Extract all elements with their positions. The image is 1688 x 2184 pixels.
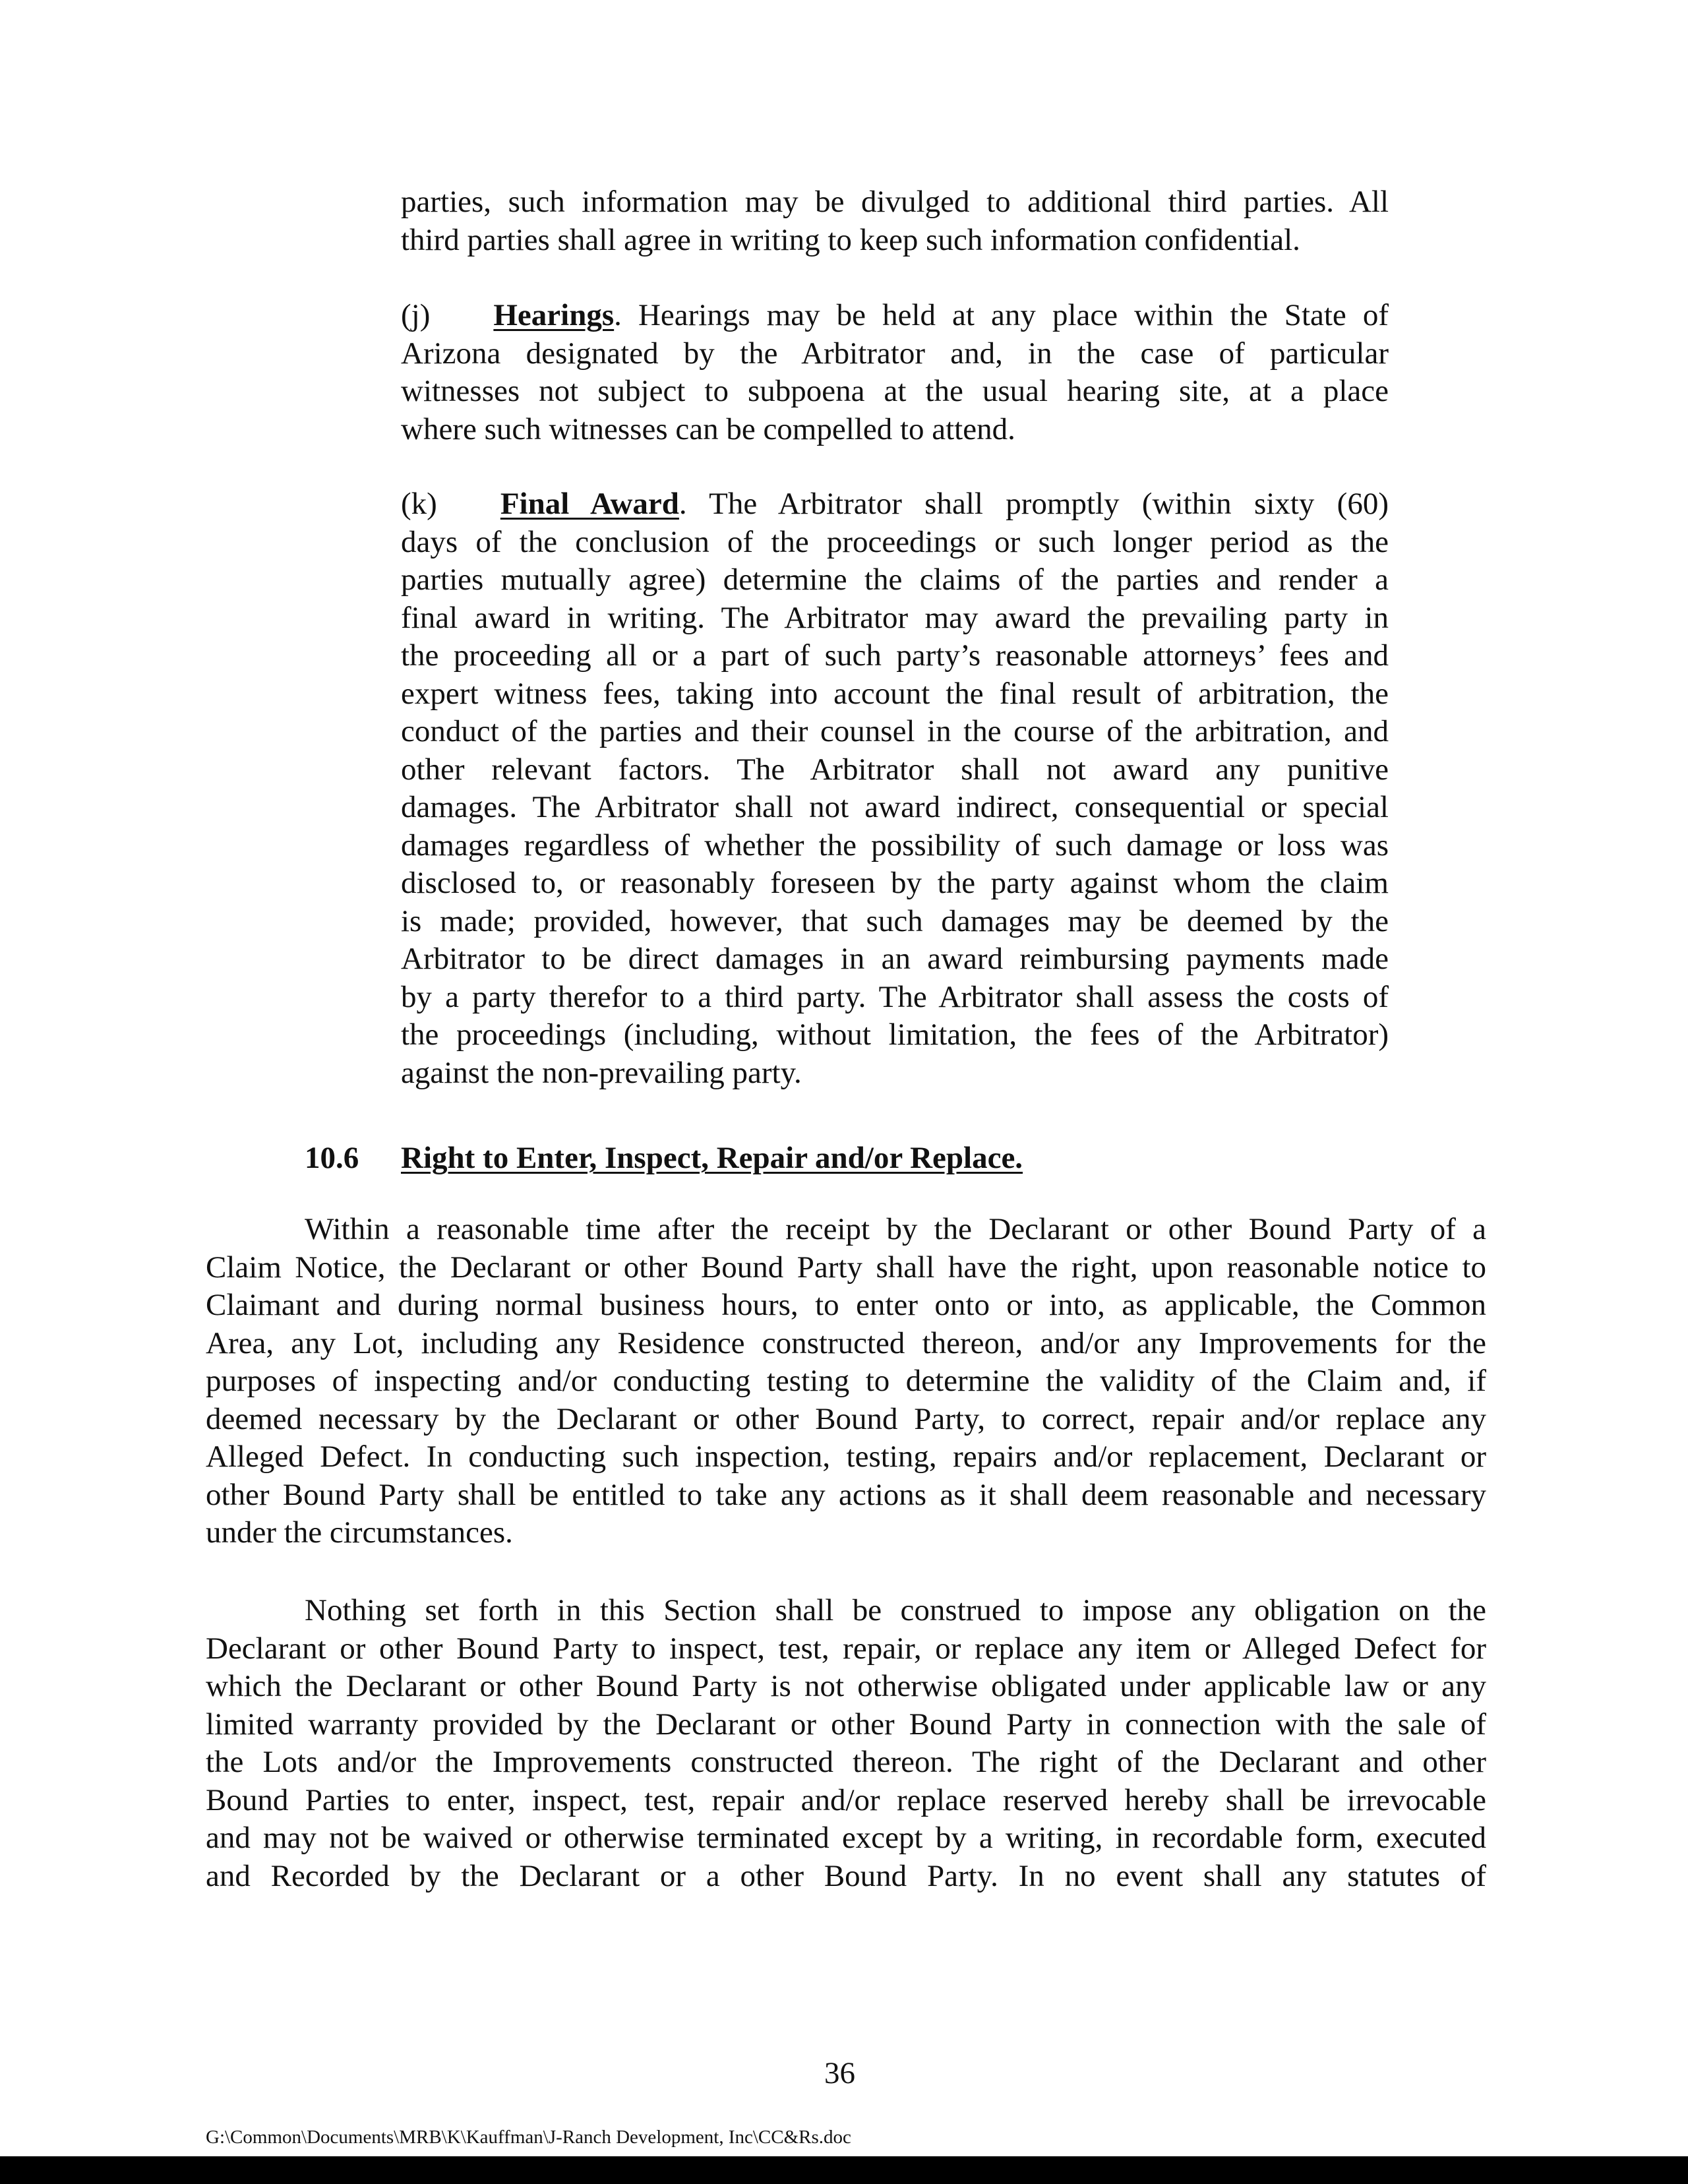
text-line: the proceeding all or a part of such party’s reasonable attorneys’ fees and	[401, 638, 1389, 673]
text-line: deemed necessary by the Declarant or other Bound Party, to correct, repair and/or replace any	[206, 1401, 1486, 1436]
subsection-heading: Hearings	[493, 298, 615, 332]
text-line: the proceedings (including, without limitation, the fees of the Arbitrator)	[401, 1017, 1389, 1052]
text-line: the Lots and/or the Improvements constructed thereon. The right of the Declarant and other	[206, 1745, 1486, 1779]
text-line: parties mutually agree) determine the claims of the parties and render a	[401, 562, 1389, 597]
text-line: Claimant and during normal business hours, to enter onto or into, as applicable, the Common	[206, 1288, 1486, 1322]
text-line: third parties shall agree in writing to keep such information confidential.	[401, 222, 1300, 257]
text-line: is made; provided, however, that such damages may be deemed by the	[401, 903, 1389, 938]
section-title: Right to Enter, Inspect, Repair and/or Replace.	[401, 1141, 1023, 1175]
text-line: purposes of inspecting and/or conducting testing to determine the validity of the Claim and, if	[206, 1364, 1486, 1398]
text-line: damages. The Arbitrator shall not award indirect, consequential or special	[401, 790, 1389, 824]
text-line: Nothing set forth in this Section shall be construed to impose any obligation on the	[305, 1593, 1486, 1627]
text-line: limited warranty provided by the Declarant or other Bound Party in connection with the sale of	[206, 1707, 1486, 1742]
text-line: conduct of the parties and their counsel in the course of the arbitration, and	[401, 714, 1389, 748]
text-line: and Recorded by the Declarant or a other Bound Party. In no event shall any statutes of	[206, 1858, 1486, 1893]
text-line: Claim Notice, the Declarant or other Bound Party shall have the right, upon reasonable notice to	[206, 1250, 1486, 1285]
subsection-heading: Final Award	[500, 487, 679, 521]
text-line: Bound Parties to enter, inspect, test, repair and/or replace reserved hereby shall be irrevocable	[206, 1782, 1486, 1817]
text-line: other relevant factors. The Arbitrator shall not award any punitive	[401, 752, 1389, 787]
text-line: where such witnesses can be compelled to attend.	[401, 411, 1015, 446]
text-run: . The Arbitrator shall promptly (within sixty (60)	[678, 487, 1389, 521]
section-number: 10.6	[305, 1141, 359, 1175]
subsection-label: (j)	[401, 298, 431, 332]
text-run: . Hearings may be held at any place within the State of	[614, 298, 1389, 332]
text-line: disclosed to, or reasonably foreseen by the party against whom the claim	[401, 866, 1389, 900]
scan-bottom-edge	[0, 2156, 1688, 2184]
text-line: expert witness fees, taking into account the final result of arbitration, the	[401, 676, 1389, 711]
text-line: by a party therefor to a third party. The Arbitrator shall assess the costs of	[401, 979, 1389, 1014]
text-line: and may not be waived or otherwise terminated except by a writing, in recordable form, executed	[206, 1821, 1486, 1855]
subsection-label: (k)	[401, 487, 437, 521]
text-line: against the non-prevailing party.	[401, 1055, 802, 1090]
text-line: which the Declarant or other Bound Party is not otherwise obligated under applicable law or any	[206, 1669, 1486, 1703]
text-line: Alleged Defect. In conducting such inspection, testing, repairs and/or replacement, Declarant or	[206, 1440, 1486, 1474]
text-line: under the circumstances.	[206, 1515, 513, 1550]
text-line: Arbitrator to be direct damages in an award reimbursing payments made	[401, 942, 1389, 976]
text-line: days of the conclusion of the proceedings or such longer period as the	[401, 524, 1389, 559]
text-line: Arizona designated by the Arbitrator and, in the case of particular	[401, 336, 1389, 371]
continuation-paragraph	[401, 183, 1389, 259]
text-line: witnesses not subject to subpoena at the usual hearing site, at a place	[401, 374, 1389, 408]
subsection-j-hearings	[401, 297, 1389, 448]
text-line: Area, any Lot, including any Residence constructed thereon, and/or any Improvements for the	[206, 1325, 1486, 1360]
text-line: damages regardless of whether the possibility of such damage or loss was	[401, 828, 1389, 863]
text-line	[401, 297, 1389, 335]
text-line: other Bound Party shall be entitled to take any actions as it shall deem reasonable and necessary	[206, 1477, 1486, 1512]
page-number: 36	[824, 2056, 855, 2090]
text-line	[401, 485, 1389, 524]
section-heading-10-6	[305, 1139, 1023, 1176]
footer-file-path: G:\Common\Documents\MRB\K\Kauffman\J-Ranch Development, Inc\CC&Rs.doc	[206, 2127, 851, 2148]
text-line: Within a reasonable time after the receipt by the Declarant or other Bound Party of a	[305, 1212, 1486, 1246]
text-line: Declarant or other Bound Party to inspect, test, repair, or replace any item or Alleged Defect for	[206, 1631, 1486, 1666]
text-line: parties, such information may be divulged to additional third parties. All	[401, 185, 1389, 219]
paragraph-no-obligation	[206, 1592, 1486, 1895]
text-line: final award in writing. The Arbitrator may award the prevailing party in	[401, 600, 1389, 635]
subsection-k-final-award	[401, 485, 1389, 1092]
paragraph-right-to-enter	[206, 1211, 1486, 1552]
